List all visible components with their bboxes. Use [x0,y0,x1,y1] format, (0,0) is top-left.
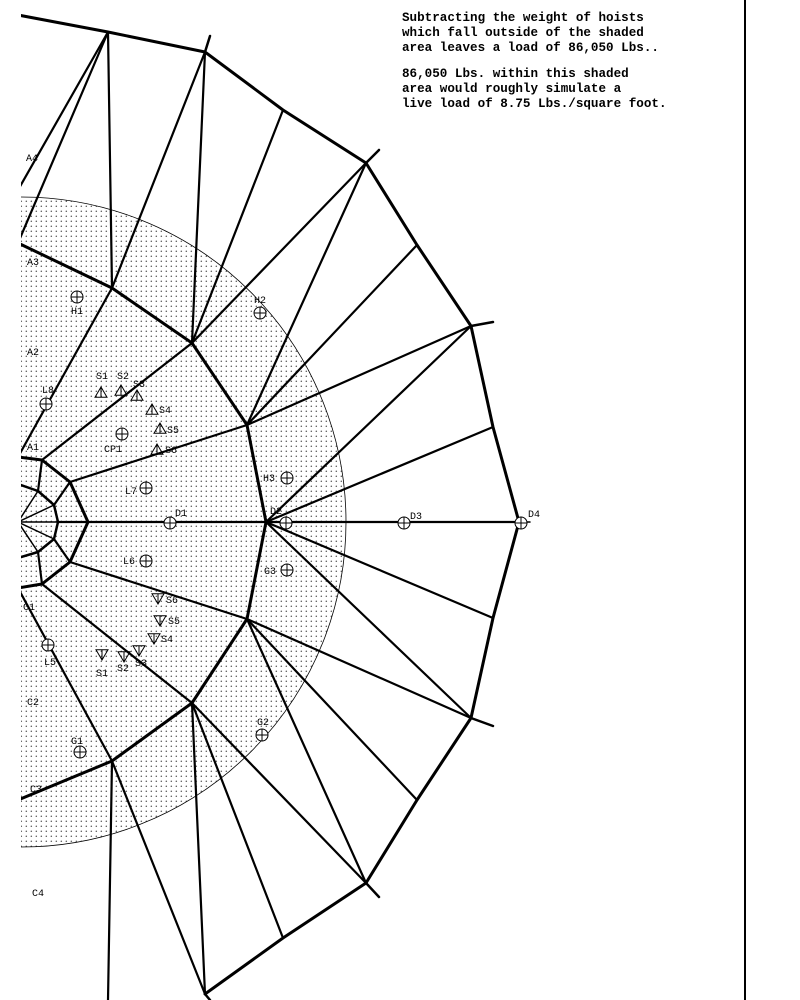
load-note-line: area leaves a load of 86,050 Lbs.. [402,41,659,55]
label-l6: L6 [123,557,136,568]
load-note-paragraph-2 [402,67,738,112]
outer-vertex-extension [471,718,493,726]
load-note-line: which fall outside of the shaded [402,26,644,40]
hoist-marker-l7 [140,482,152,494]
web-member [192,163,366,343]
web-member [18,32,108,190]
outer-vertex-extension [471,322,493,326]
label-l7: L7 [125,487,138,498]
hoist-marker-g3 [281,564,293,576]
label-cp1: CP1 [104,445,123,456]
hoist-marker-cp1 [116,428,128,440]
label-speaker-upper-s4: S4 [159,406,172,417]
label-h2: H2 [254,296,267,307]
load-note-line: live load of 8.75 Lbs./square foot. [402,97,667,111]
label-g3: G3 [264,567,277,578]
outer-vertex-extension [366,883,379,897]
outer-vertex-extension [366,150,379,163]
label-a1: A1 [27,443,40,454]
label-speaker-upper-s2: S2 [117,372,130,383]
hoist-marker-l8 [40,398,52,410]
label-speaker-lower-s4: S4 [161,635,174,646]
hoist-marker-d4 [515,517,527,529]
label-speaker-lower-s3: S3 [135,659,148,670]
label-h3: H3 [263,474,276,485]
hoist-marker-d2 [280,517,292,529]
label-l5: L5 [44,658,57,669]
hoist-marker-l5 [42,639,54,651]
load-note-line: Subtracting the weight of hoists [402,11,644,25]
label-g2: G2 [257,718,270,729]
hoist-marker-d3 [398,517,410,529]
label-speaker-lower-s2: S2 [117,664,130,675]
label-g1: G1 [71,737,84,748]
label-l8: L8 [42,386,55,397]
label-speaker-upper-s3: S3 [133,380,146,391]
hoist-marker-g2 [256,729,268,741]
label-a4: A4 [26,154,39,165]
label-a3: A3 [27,258,40,269]
outer-vertex-extension [205,36,210,52]
label-h1: H1 [71,307,84,318]
label-speaker-lower-s5: S5 [168,617,181,628]
web-member [192,703,366,883]
label-speaker-lower-s1: S1 [96,669,109,680]
hoist-marker-l6 [140,555,152,567]
label-speaker-lower-s6: S6 [166,596,179,607]
outer-vertex-extension [205,994,210,1000]
label-d2: D2 [270,507,283,518]
hoist-marker-h2 [254,307,266,319]
hoist-marker-h1 [71,291,83,303]
load-note-paragraph-1 [402,11,738,56]
label-c2: C2 [27,698,40,709]
load-note-line: area would roughly simulate a [402,82,622,96]
label-speaker-upper-s1: S1 [96,372,109,383]
label-speaker-upper-s5: S5 [167,426,180,437]
label-c3: C3 [30,785,43,796]
label-a2: A2 [27,348,40,359]
load-note-line: 86,050 Lbs. within this shaded [402,67,629,81]
label-c4: C4 [32,889,45,900]
label-d4: D4 [528,510,541,521]
label-speaker-upper-s6: S6 [165,446,178,457]
label-c1: C1 [23,603,36,614]
label-d3: D3 [410,512,423,523]
hoist-marker-h3 [281,472,293,484]
label-d1: D1 [175,509,188,520]
